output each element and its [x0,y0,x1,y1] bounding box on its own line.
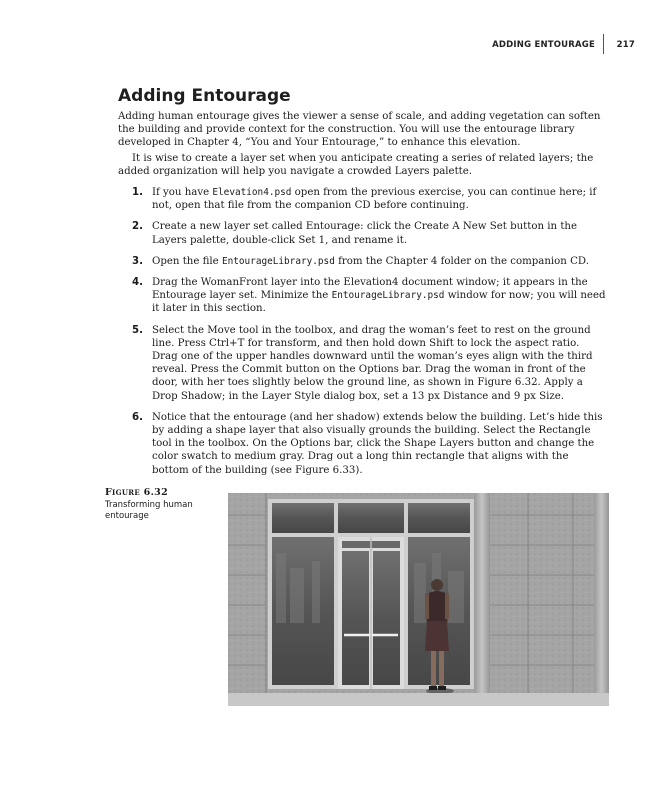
figure-caption-text: Transforming human entourage [105,500,193,521]
step-text: open from the previous exercise, you can continue here; if not, open that file from the companion CD before continuing. [152,187,597,212]
door-glass-right [373,551,400,685]
page-number: 217 [616,40,635,50]
header-divider [603,34,604,54]
step-number: 2. [132,221,143,233]
file-name: EntourageLibrary.psd [331,290,445,302]
step-item [118,411,608,477]
step-text: If you have [152,187,213,198]
figure-label: Figure 6.32 [105,487,168,498]
step-number: 1. [132,187,143,198]
upper-glass-mid [338,503,404,533]
door-glass-left [342,551,369,685]
step-text: window for now; you will need it later in this section. [152,290,606,315]
step-item [118,220,608,246]
step-text: Create a new layer set called Entourage: click the Create A New Set button in the Layers palette, double-click Set 1, and rename it. [152,221,578,246]
step-number: 5. [132,324,143,336]
step-text: Select the Move tool in the toolbox, and drag the woman’s feet to rest on the ground line. Press Ctrl+T for transform, and then hold down Shift to lock the aspect ratio. Drag one of the upper handles downward until the woman’s eyes align with the third reveal. Press the Commit button on the Options bar. Drag the woman in front of the door, with her toes slightly below the ground line, as shown in Figure 6.32. Apply a Drop Shadow; in the Layer Style dialog box, set a 13 px Distance and 9 px Size. [152,324,593,402]
step-number: 6. [132,411,143,423]
step-text: Notice that the entourage (and her shadow) extends below the building. Let’s hide this by adding a shape layer that also visually grounds the building. Select the Rectangle tool in the toolbox. On the Options bar, click the Shape Layers button and change the color swatch to medium gray. Drag out a long thin rectangle that aligns with the bottom of the building (see Figure 6.33). [152,411,603,476]
step-text: from the Chapter 4 folder on the companion CD. [334,255,589,267]
step-text: Drag the WomanFront layer into the Elevation4 document window; it appears in the Entourage layer set. Minimize the [152,277,588,302]
elevation-illustration [228,493,609,706]
step-item [118,186,608,212]
running-title: ADDING ENTOURAGE [492,40,595,50]
layer-set-paragraph: It is wise to create a layer set when you anticipate creating a series of related layers; the added organization will help you navigate a crowded Layers palette. [118,153,594,178]
section-title: Adding Entourage [118,86,291,106]
step-item [118,276,608,316]
figure-caption [105,487,220,522]
intro-paragraph: Adding human entourage gives the viewer a sense of scale, and adding vegetation can soften the building and provide context for the construction. You will use the entourage library developed in Chapter 4, “You and Your Entourage,” to enhance this elevation. [118,111,601,149]
step-number: 3. [132,255,143,267]
step-text: Open the file [152,255,222,267]
ground-line [228,693,609,706]
file-name: Elevation4.psd [212,187,292,198]
upper-glass-right [408,503,470,533]
step-item [118,324,608,403]
column-left [474,493,490,693]
step-item [118,255,608,268]
column-right [594,493,609,693]
steps-list [118,186,608,485]
file-name: EntourageLibrary.psd [221,255,335,267]
upper-glass-left [272,503,334,533]
step-number: 4. [132,277,143,289]
figure-image [228,493,609,706]
